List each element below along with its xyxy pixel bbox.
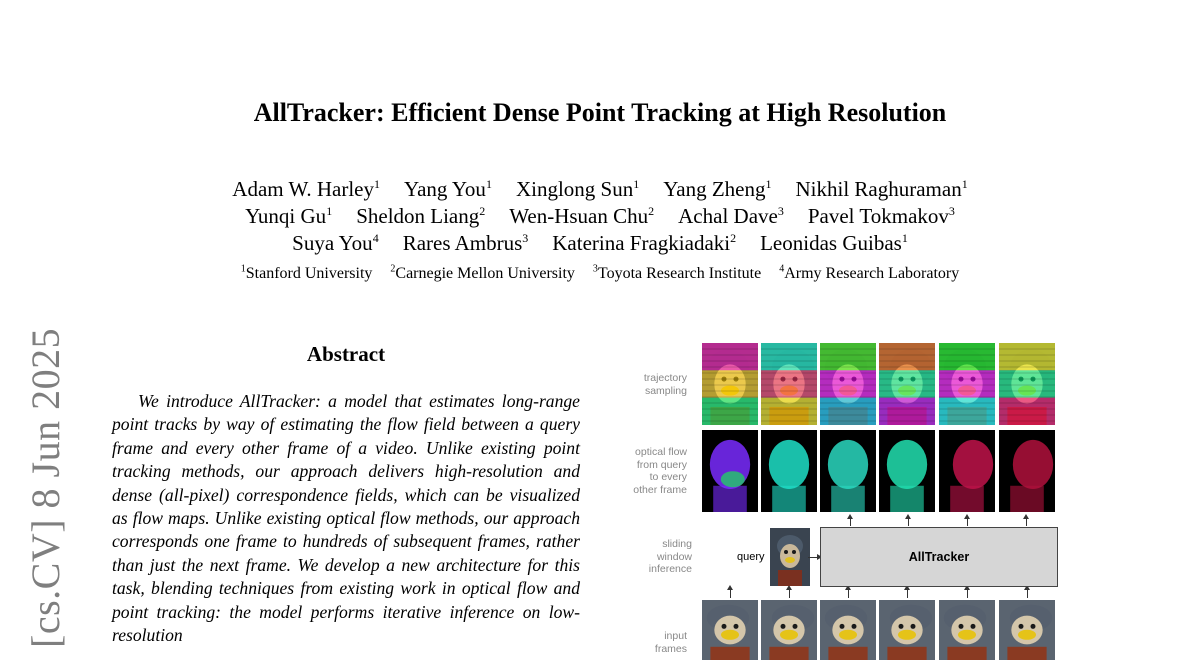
author-line <box>0 203 1200 230</box>
author-name: Leonidas Guibas$^1$ <box>760 231 908 255</box>
input-frame <box>761 600 817 660</box>
monkey-image <box>999 343 1055 425</box>
author-name: Yang Zheng$^1$ <box>663 177 772 201</box>
author-name: Pavel Tokmakov$^3$ <box>807 204 955 228</box>
monkey-image <box>999 600 1055 660</box>
affiliation: $^1$Stanford University <box>240 264 373 283</box>
trajectory-frame <box>879 343 935 425</box>
author-affiliation-mark: 2 <box>730 231 737 245</box>
flow-frame <box>761 430 817 512</box>
trajectory-frame <box>939 343 995 425</box>
flow-map-image <box>939 430 995 512</box>
affiliation: $^3$Toyota Research Institute <box>592 264 762 283</box>
input-arrow <box>789 589 790 598</box>
flow-frame <box>939 430 995 512</box>
input-arrow <box>907 589 908 598</box>
author-affiliation-mark: 1 <box>633 177 640 191</box>
flow-map-image <box>820 430 876 512</box>
input-arrow <box>848 589 849 598</box>
output-arrow <box>967 518 968 526</box>
author-affiliation-mark: 1 <box>765 177 772 191</box>
author-list <box>0 176 1200 257</box>
monkey-image <box>761 600 817 660</box>
flow-map-image <box>999 430 1055 512</box>
author-affiliation-mark: 2 <box>648 204 655 218</box>
author-name: Katerina Fragkiadaki$^2$ <box>552 231 737 255</box>
trajectory-frame <box>820 343 876 425</box>
query-frame <box>770 528 810 586</box>
author-affiliation-mark: 1 <box>901 231 908 245</box>
monkey-image <box>820 600 876 660</box>
input-frame <box>939 600 995 660</box>
monkey-image <box>879 600 935 660</box>
author-line <box>0 176 1200 203</box>
trajectory-frame <box>761 343 817 425</box>
flow-frame <box>820 430 876 512</box>
author-name: Yunqi Gu$^1$ <box>245 204 333 228</box>
monkey-image <box>702 600 758 660</box>
query-arrow <box>808 557 818 558</box>
author-affiliation-mark: 3 <box>948 204 955 218</box>
affiliation-number: 3 <box>592 264 598 275</box>
author-name: Sheldon Liang$^2$ <box>356 204 486 228</box>
author-name: Rares Ambrus$^3$ <box>402 231 529 255</box>
flow-map-image <box>879 430 935 512</box>
paper-title: AllTracker: Efficient Dense Point Tracking at High Resolution <box>253 98 947 127</box>
affiliation-number: 2 <box>390 264 396 275</box>
flow-map-image <box>761 430 817 512</box>
row-label-trajectory: trajectory sampling <box>643 372 687 397</box>
author-affiliation-mark: 1 <box>374 177 381 191</box>
trajectory-frame <box>999 343 1055 425</box>
affiliation: $^4$Army Research Laboratory <box>779 264 960 283</box>
flow-frame <box>879 430 935 512</box>
abstract-paragraph: We introduce AllTracker: a model that estimates long-range point tracks by way of estimating the flow field between a query frame and every other frame of a video. Unlike existing point tracking methods, our approach delivers high-resolution and dense (all-pixel) correspondence fields, which can be visualized as flow maps. Unlike existing optical flow methods, our approach corresponds one frame to hundreds of subsequent frames, rather than just the next frame. We develop a new architecture for this task, blending techniques from existing work in optical flow and point tracking: the model performs iterative inference on low-resolution <box>112 391 580 646</box>
author-name: Xinglong Sun$^1$ <box>515 177 640 201</box>
input-frame <box>820 600 876 660</box>
teaser-figure <box>620 340 1070 655</box>
affiliation-number: 1 <box>240 264 246 275</box>
abstract-body <box>112 390 580 647</box>
output-arrow <box>908 518 909 526</box>
alltracker-label: AllTracker <box>908 550 970 564</box>
author-affiliation-mark: 3 <box>522 231 529 245</box>
monkey-image <box>879 343 935 425</box>
monkey-image <box>761 343 817 425</box>
monkey-image <box>702 343 758 425</box>
affiliation: $^2$Carnegie Mellon University <box>390 264 575 283</box>
author-affiliation-mark: 1 <box>961 177 968 191</box>
author-affiliation-mark: 2 <box>479 204 486 218</box>
arxiv-stamp: [cs.CV] 8 Jun 2025 <box>23 327 68 648</box>
affiliation-number: 4 <box>779 264 785 275</box>
row-label-input: input frames <box>654 630 687 655</box>
monkey-image <box>939 343 995 425</box>
author-affiliation-mark: 1 <box>326 204 333 218</box>
trajectory-frame <box>702 343 758 425</box>
author-name: Achal Dave$^3$ <box>678 204 784 228</box>
author-name: Suya You$^4$ <box>292 231 379 255</box>
input-frame <box>702 600 758 660</box>
row-label-window: sliding window inference <box>648 538 692 575</box>
author-affiliation-mark: 1 <box>485 177 492 191</box>
flow-map-image <box>702 430 758 512</box>
author-affiliation-mark: 4 <box>372 231 379 245</box>
author-line <box>0 230 1200 257</box>
input-arrow <box>730 589 731 598</box>
output-arrow <box>850 518 851 526</box>
monkey-image <box>939 600 995 660</box>
monkey-image <box>820 343 876 425</box>
input-frame <box>879 600 935 660</box>
input-frame <box>999 600 1055 660</box>
author-name: Adam W. Harley$^1$ <box>232 177 381 201</box>
query-label: query <box>737 551 765 563</box>
abstract-heading: Abstract <box>306 342 386 366</box>
author-affiliation-mark: 3 <box>777 204 784 218</box>
output-arrow <box>1026 518 1027 526</box>
input-arrow <box>967 589 968 598</box>
monkey-image <box>770 528 810 586</box>
flow-frame <box>999 430 1055 512</box>
input-arrow <box>1027 589 1028 598</box>
author-name: Wen-Hsuan Chu$^2$ <box>509 204 655 228</box>
affiliation-list <box>0 264 1200 283</box>
author-name: Yang You$^1$ <box>404 177 492 201</box>
flow-frame <box>702 430 758 512</box>
alltracker-box <box>820 527 1058 587</box>
author-name: Nikhil Raghuraman$^1$ <box>795 177 968 201</box>
row-label-flow: optical flow from query to every other frame <box>633 446 687 496</box>
